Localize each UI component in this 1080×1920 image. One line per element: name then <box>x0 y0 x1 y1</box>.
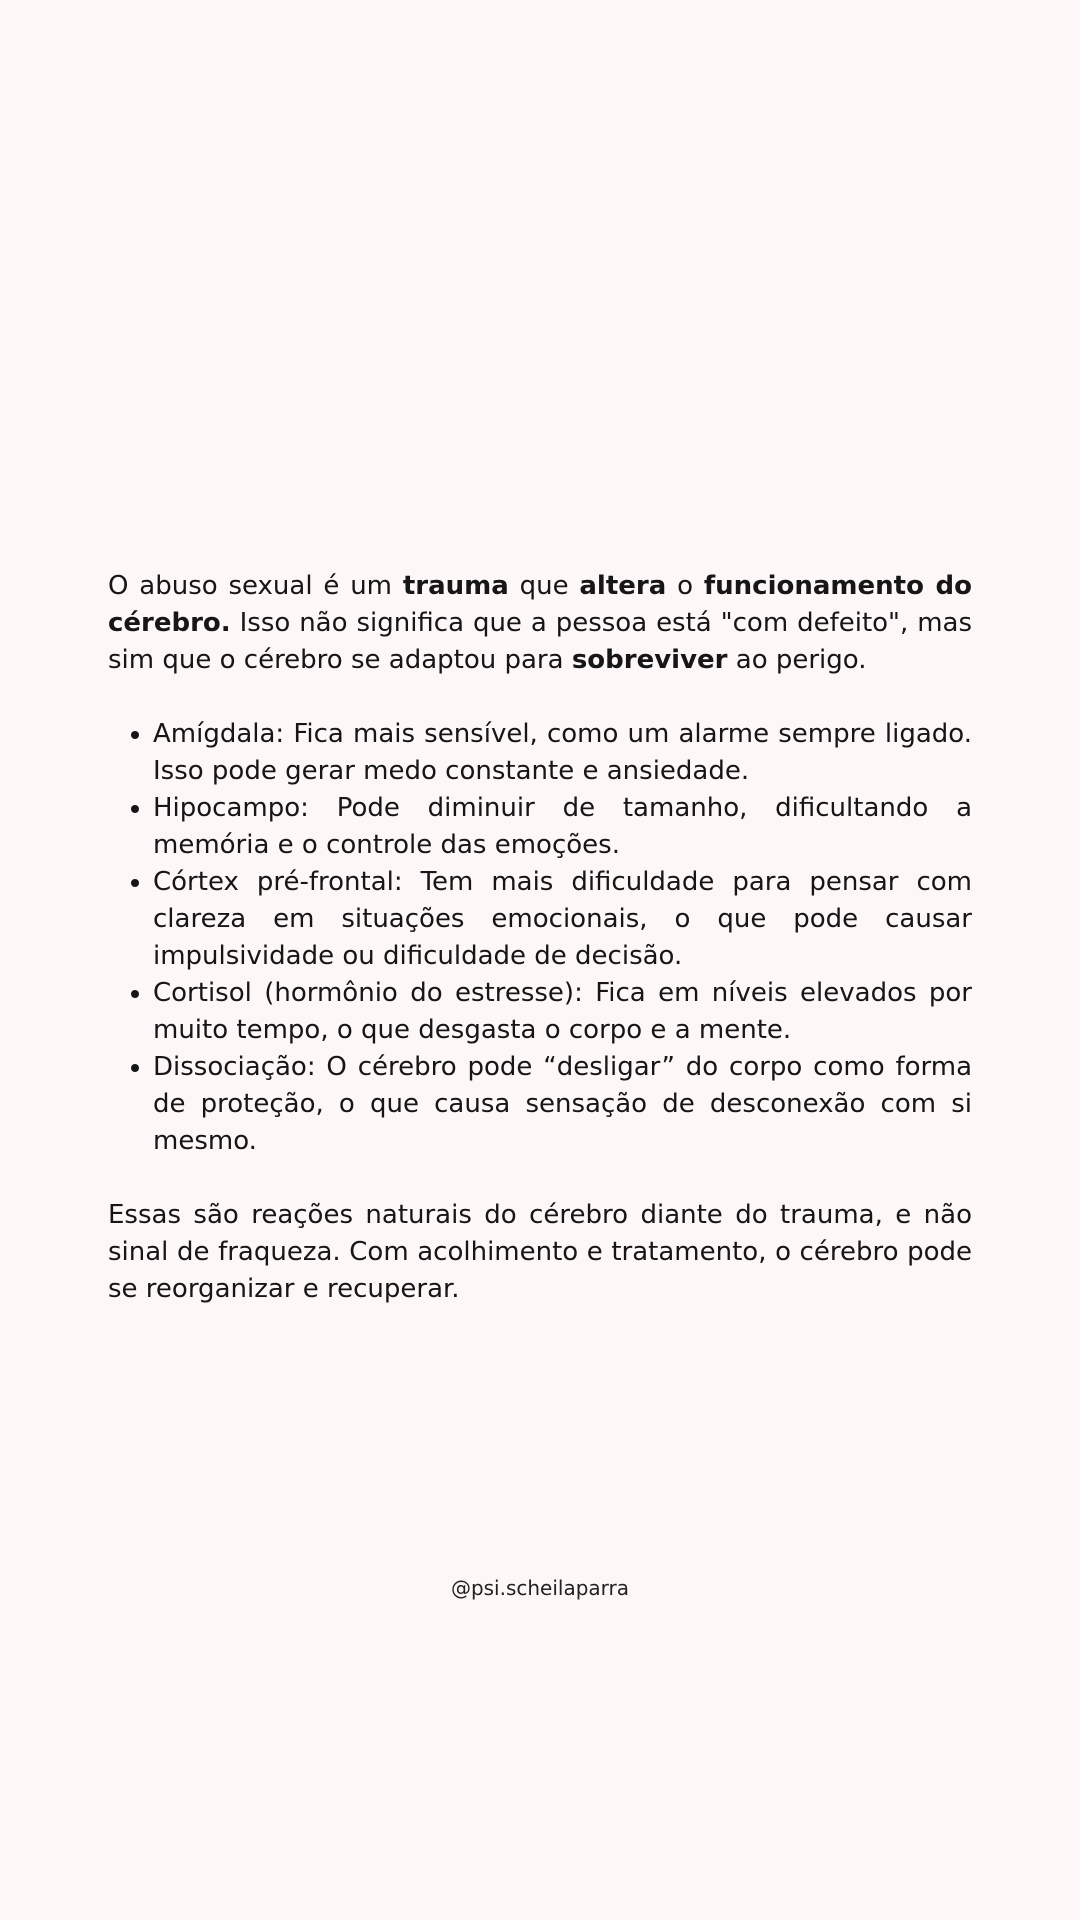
post-text-block <box>108 568 972 1308</box>
bold-funcionamento: funcionamento do cérebro. <box>108 571 973 638</box>
list-item-hipocampo: • Hipocampo: Pode diminuir de tamanho, dificultando a memória e o controle das emoções. <box>153 790 972 864</box>
author-handle: @psi.scheilaparra <box>450 1576 630 1600</box>
list-item-amigdala: • Amígdala: Fica mais sensível, como um alarme sempre ligado. Isso pode gerar medo constante e ansiedade. <box>153 716 972 790</box>
intro-text-2: que <box>508 571 580 601</box>
intro-paragraph <box>108 568 972 679</box>
list-item-dissociacao: • Dissociação: O cérebro pode “desligar” do corpo como forma de proteção, o que causa sensação de desconexão com si mesmo. <box>153 1049 972 1160</box>
brain-effects-list <box>108 716 972 1160</box>
conclusion-paragraph: Essas são reações naturais do cérebro diante do trauma, e não sinal de fraqueza. Com acolhimento e tratamento, o cérebro pode se reorganizar e recuperar. <box>108 1200 972 1304</box>
intro-text-1: O abuso sexual é um <box>108 571 403 601</box>
bold-altera: altera <box>579 571 667 601</box>
bold-trauma: trauma <box>402 571 509 601</box>
list-item-cortisol: • Cortisol (hormônio do estresse): Fica em níveis elevados por muito tempo, o que desgasta o corpo e a mente. <box>153 975 972 1049</box>
intro-text-4: Isso não significa que a pessoa está "com defeito", mas sim que o cérebro se adaptou para <box>108 608 972 675</box>
list-item-cortex: • Córtex pré-frontal: Tem mais dificuldade para pensar com clareza em situações emocionais, o que pode causar impulsividade ou dificuldade de decisão. <box>153 864 972 975</box>
intro-text-5: ao perigo. <box>727 645 867 675</box>
bold-sobreviver: sobreviver <box>571 645 728 675</box>
intro-text-3: o <box>666 571 704 601</box>
